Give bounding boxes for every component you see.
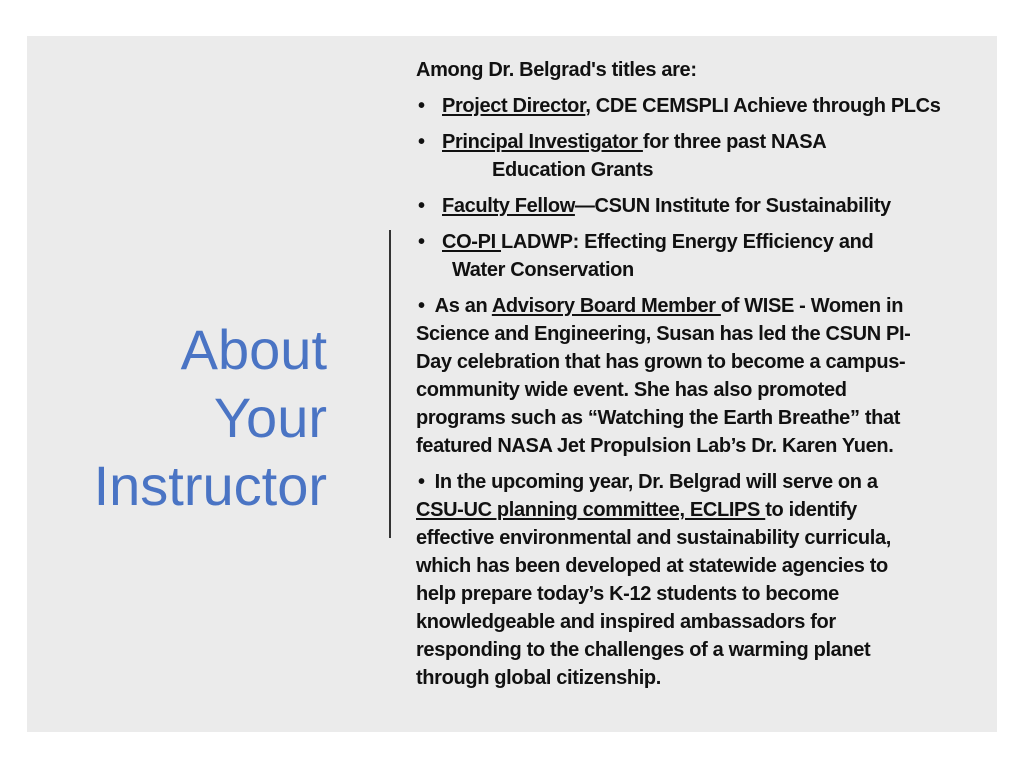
item-title: Principal Investigator — [442, 131, 643, 153]
item-text: , CDE CEMSPLI Achieve through PLCs — [585, 95, 941, 117]
item-title: Faculty Fellow — [442, 195, 575, 217]
para-line — [416, 292, 1001, 320]
para-line — [416, 496, 1001, 524]
title-line-2: Your — [213, 386, 327, 449]
bullet-icon: • — [418, 95, 425, 117]
para-pre: As an — [434, 295, 492, 317]
para-line: community wide event. She has also promoted — [416, 379, 847, 401]
para-text: of WISE - Women in — [720, 295, 904, 317]
para-text: to identify — [765, 499, 857, 521]
title-line-3: Instructor — [93, 454, 327, 517]
para-line: programs such as “Watching the Earth Breathe” that — [416, 407, 901, 429]
intro-line: Among Dr. Belgrad's titles are: — [416, 59, 697, 81]
bullet-icon: • — [418, 231, 425, 253]
para-line: featured NASA Jet Propulsion Lab’s Dr. Karen Yuen. — [416, 435, 894, 457]
item-text: —CSUN Institute for Sustainability — [574, 195, 891, 217]
list-item — [416, 128, 1001, 184]
para-line: effective environmental and sustainability curricula, — [416, 527, 891, 549]
bullet-icon: • — [418, 131, 425, 153]
content-body — [416, 56, 1001, 692]
bullet-icon: • — [418, 295, 425, 317]
item-title: Project Director — [442, 95, 586, 117]
para-line: responding to the challenges of a warming planet — [416, 639, 871, 661]
para-line: Day celebration that has grown to become a campus- — [416, 351, 906, 373]
advisory-paragraph — [416, 292, 1001, 460]
title-line-1: About — [180, 318, 327, 381]
item-continuation: Education Grants — [492, 159, 654, 181]
para-line: Science and Engineering, Susan has led the CSUN PI- — [416, 323, 911, 345]
para-underlined: CSU-UC planning committee, ECLIPS — [416, 499, 766, 521]
bullet-icon: • — [418, 195, 425, 217]
para-text: In the upcoming year, Dr. Belgrad will serve on a — [434, 471, 878, 493]
para-line: help prepare today’s K-12 students to become — [416, 583, 839, 605]
committee-paragraph — [416, 468, 1001, 692]
para-line: through global citizenship. — [416, 667, 661, 689]
item-continuation: Water Conservation — [452, 259, 634, 281]
vertical-divider — [389, 230, 391, 538]
slide — [27, 36, 997, 732]
item-text: LADWP: Effecting Energy Efficiency and — [501, 231, 874, 253]
para-line: which has been developed at statewide agencies to — [416, 555, 888, 577]
list-item — [416, 92, 1001, 120]
para-line: knowledgeable and inspired ambassadors for — [416, 611, 836, 633]
list-item — [416, 192, 1001, 220]
para-underlined: Advisory Board Member — [491, 295, 721, 317]
item-text: for three past NASA — [642, 131, 827, 153]
slide-title — [27, 316, 327, 520]
list-item — [416, 228, 1001, 284]
bullet-icon: • — [418, 471, 425, 493]
para-line — [416, 468, 1001, 496]
item-title: CO-PI — [442, 231, 502, 253]
